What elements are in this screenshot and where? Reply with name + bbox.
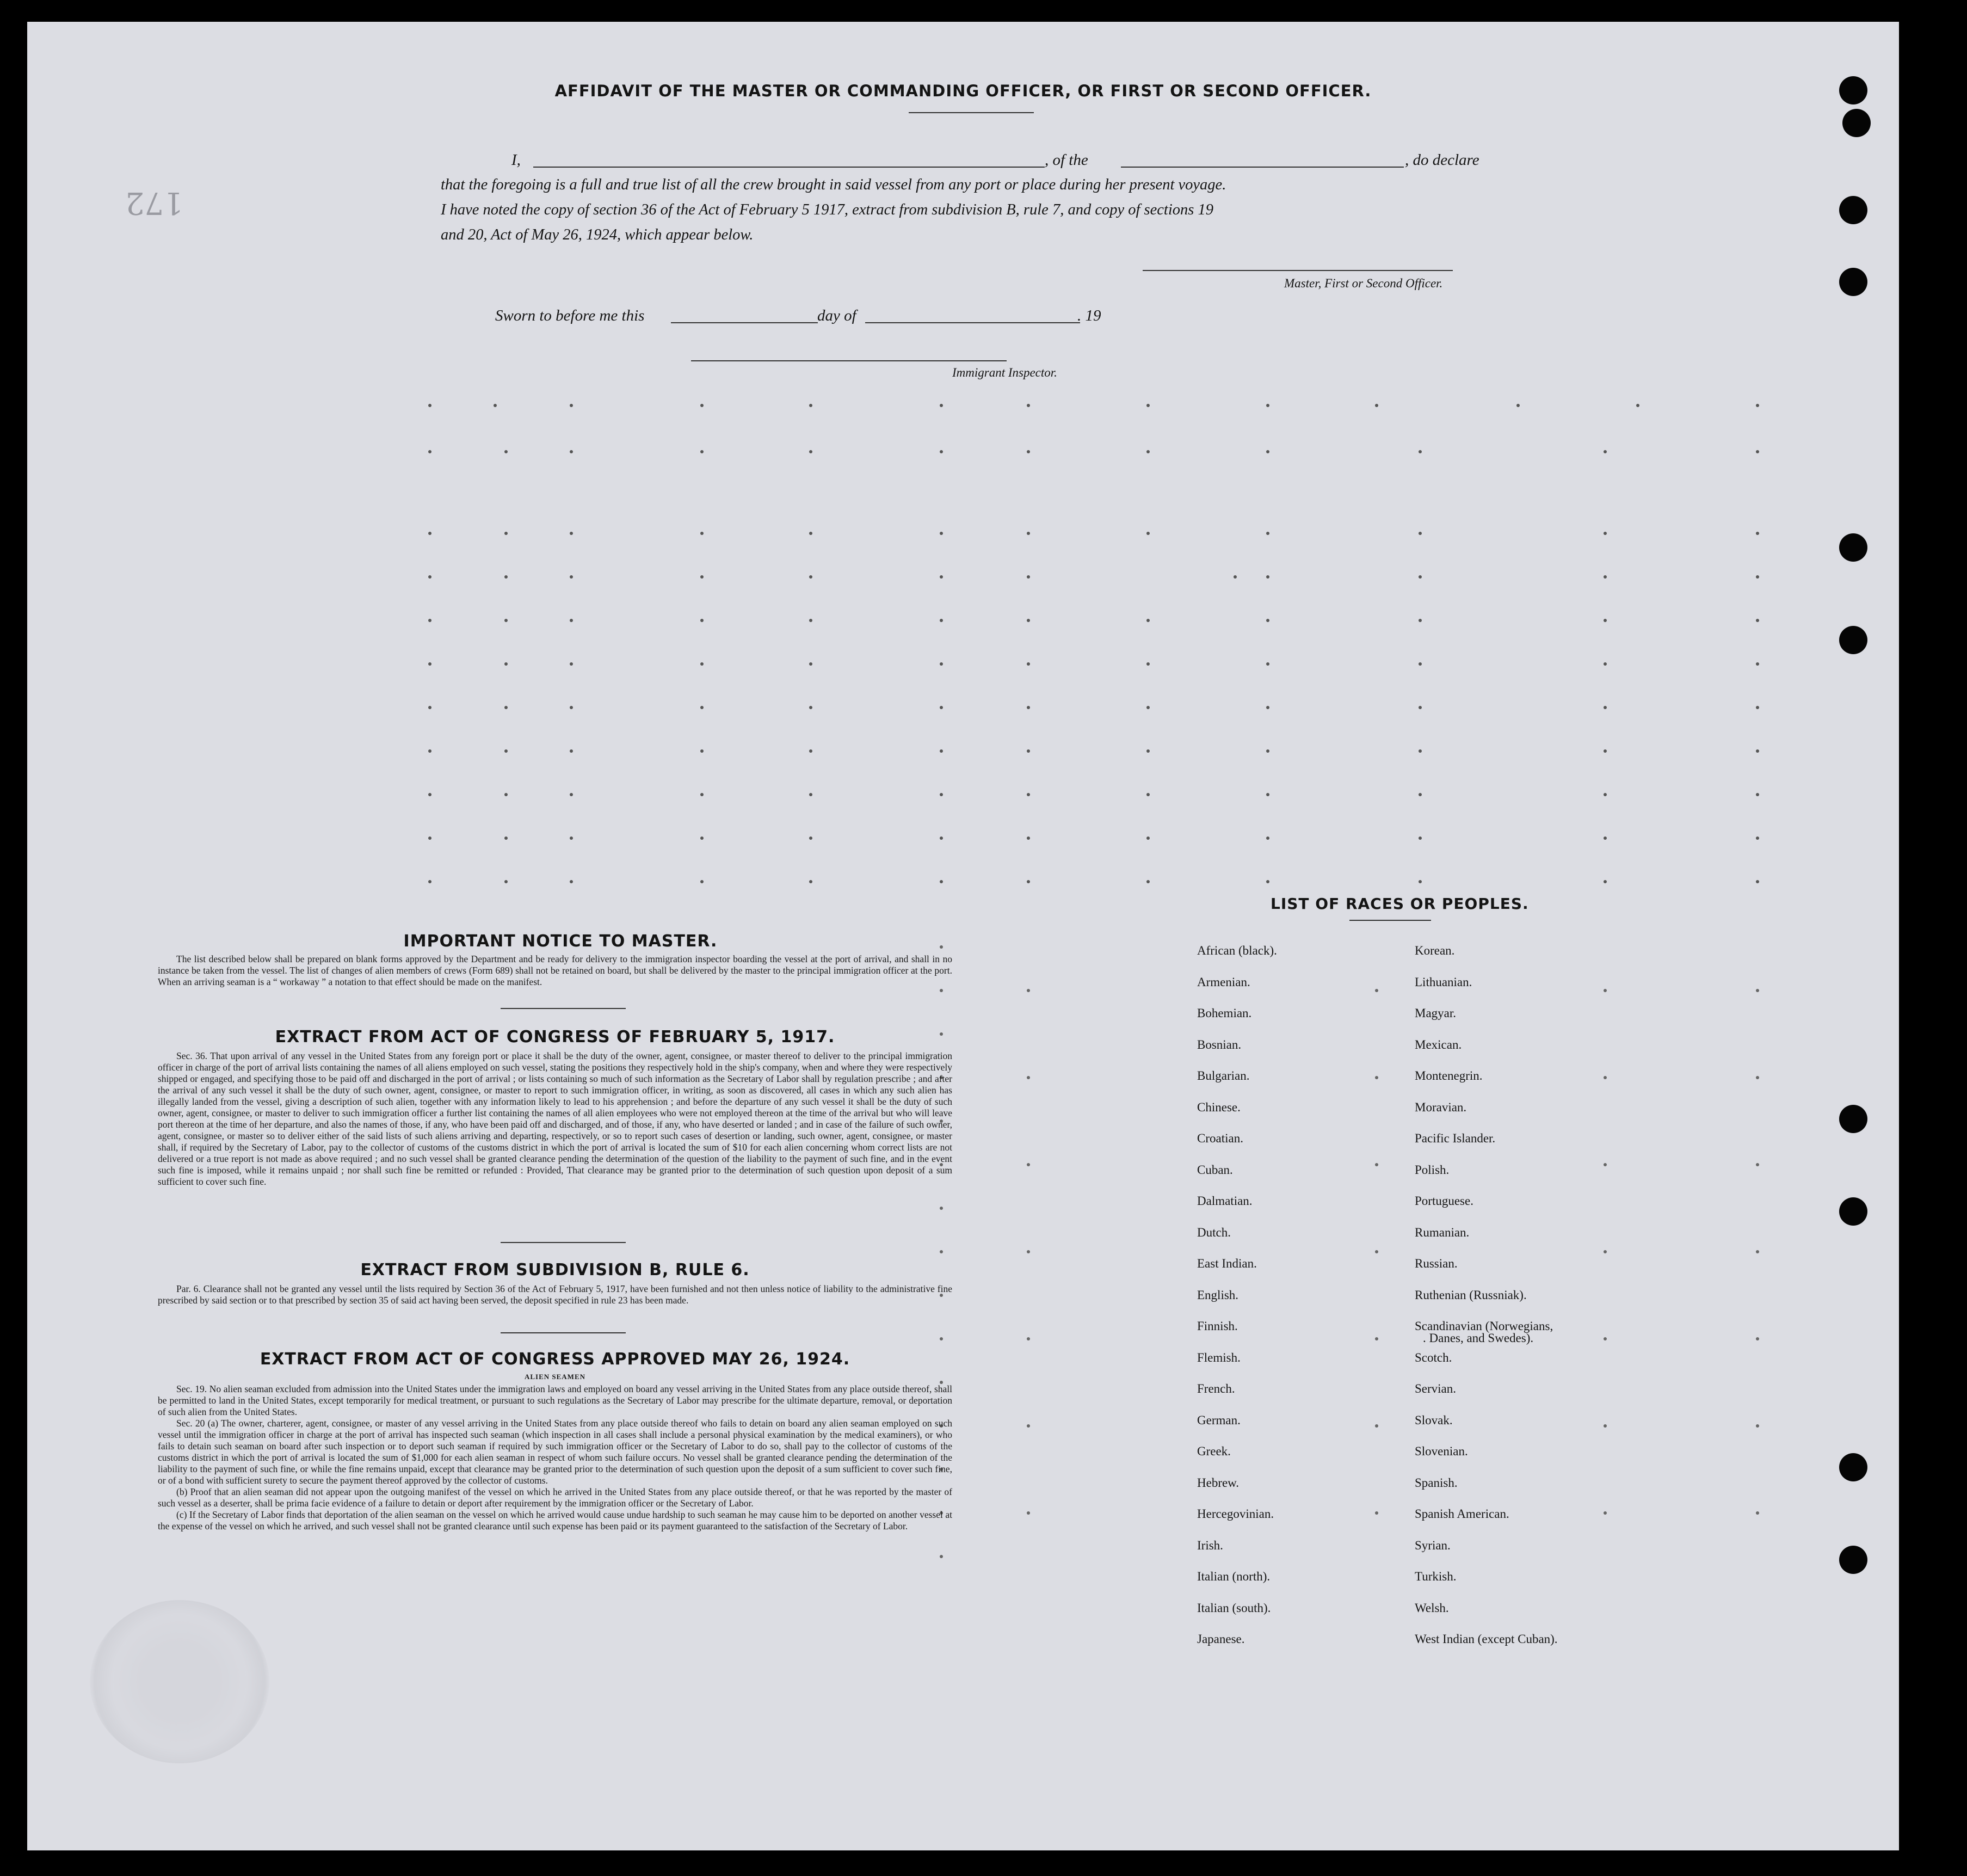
race-item: Welsh.	[1415, 1601, 1449, 1615]
affidavit-title: AFFIDAVIT OF THE MASTER OR COMMANDING OFFICER, OR FIRST OR SECOND OFFICER.	[554, 82, 1372, 100]
race-item: Lithuanian.	[1415, 975, 1472, 989]
race-item: Turkish.	[1415, 1570, 1457, 1583]
dot-column	[940, 945, 1759, 1558]
rule6-paragraph: Par. 6. Clearance shall not be granted any vessel until the lists required by Section 36 of the Act of February 5, 1917, have been furnished and not then unless notice of liability to the administrative fine prescribed by said section or to that prescribed by section 35 of said act having been served, the deposit specified in rule 23 has been made.	[158, 1283, 952, 1306]
dot-row	[428, 404, 1759, 407]
sworn-end: . 19	[1077, 307, 1101, 324]
affidavit-line4: and 20, Act of May 26, 1924, which appear below.	[441, 226, 754, 243]
signature-label: Master, First or Second Officer.	[1284, 276, 1443, 290]
race-item: Scotch.	[1415, 1350, 1452, 1364]
notice-title: IMPORTANT NOTICE TO MASTER.	[403, 932, 718, 951]
sworn-mid: day of	[817, 307, 856, 324]
race-item: Hercegovinian.	[1197, 1507, 1274, 1521]
section-36-paragraph: Sec. 36. That upon arrival of any vessel in the United States from any foreign port or place it shall be the duty of the owner, agent, consignee, or master thereof to deliver to the principal immigration officer in charge of the port of arrival lists containing the names of all aliens employed on such vessel, stating the positions they respectively hold in the ship's company, when and where they were respectively shipped or engaged, and specifying those to be paid off and discharged in the port of arrival ; or lists containing so much of such information as the Secretary of Labor shall by regulation prescribe ; and after the arrival of any such vessel it shall be the duty of such owner, agent, consignee, or master to report to such immigration officer, in writing, as soon as discovered, all cases in which any such alien has illegally landed from the vessel, giving a description of such alien, together with any information likely to lead to his apprehension ; and before the departure of any such vessel it shall be the duty of such owner, agent, consignee, or master to deliver to such immigration officer a further list containing the names of all alien employees who were not employed thereon at the time of the arrival but who will leave port thereon at the time of her departure, and also the names of those, if any, who have been paid off and discharged, and of those, if any, who have deserted or landed ; and in case of the failure of such owner, agent, consignee, or master so to deliver either of the said lists of such aliens arriving and departing, respectively, or so to report such cases of desertion or landing, such owner, agent, consignee, or master shall, if required by the Secretary of Labor, pay to the collector of customs of the customs district in which the port of arrival is located the sum of $10 for each alien concerning whom correct lists are not delivered or a true report is not made as above required ; and no such vessel shall be granted clearance pending the determination of the question of the liability to the payment of such fine, and in the event such fine is imposed, while it remains unpaid ; nor shall such fine be remitted or refunded : Provided, That clearance may be granted prior to the determination of such question upon deposit of a sum sufficient to cover such fine.	[158, 1050, 952, 1187]
extract-1917-body	[158, 1050, 952, 1188]
race-item: Dalmatian.	[1197, 1194, 1253, 1208]
section-20a-paragraph: Sec. 20 (a) The owner, charterer, agent, consignee, or master of any vessel arriving in the United States from any place outside thereof who fails to detain on board any alien seaman employed on such vessel until the immigration officer in charge at the port of arrival has inspected such seaman (which inspection in all cases shall include a personal physical examination by the medical examiners), or who fails to detain such seaman on board after such inspection or to deport such seaman if required by such immigration officer or the Secretary of Labor to do so, shall pay to the collector of customs of the customs district in which the port of arrival is located the sum of $1,000 for each alien seaman in respect of whom such failure occurs. No vessel shall be granted clearance pending the determination of the liability to the payment of such fine, or while the fine remains unpaid, except that clearance may be granted prior to the determination of such question upon the deposit of a sum sufficient to cover such fine, or of a bond with sufficient surety to secure the payment thereof approved by the collector of customs.	[158, 1418, 952, 1486]
binder-hole	[1839, 268, 1867, 296]
notice-paragraph: The list described below shall be prepared on blank forms approved by the Department and be ready for delivery to the immigration inspector boarding the vessel at the port of arrival, and shall in no instance be taken from the vessel. The list of changes of alien members of crews (Form 689) shall not be retained on board, but shall be delivered by the master to the principal immigration officer at the port. When an arriving seaman is a “ workaway ” a notation to that effect should be made on the manifest.	[158, 954, 952, 987]
race-item: Polish.	[1415, 1162, 1450, 1177]
race-item: Russian.	[1415, 1257, 1458, 1270]
binder-hole	[1839, 533, 1867, 562]
binder-hole	[1839, 76, 1867, 104]
dot-row	[428, 749, 1759, 753]
dot-row	[428, 662, 1759, 666]
race-item: Bulgarian.	[1197, 1069, 1250, 1082]
race-item: Armenian.	[1197, 975, 1250, 989]
race-item: Moravian.	[1415, 1100, 1467, 1114]
binder-hole	[1839, 1453, 1867, 1481]
affidavit-line2: that the foregoing is a full and true list of all the crew brought in said vessel from any port or place during her present voyage.	[441, 176, 1226, 193]
document-page	[27, 22, 1899, 1850]
race-item: Slovak.	[1415, 1413, 1453, 1427]
race-item: Slovenian.	[1415, 1444, 1468, 1458]
extract-1924-body	[158, 1383, 952, 1532]
race-item: Pacific Islander.	[1415, 1131, 1496, 1145]
binder-hole	[1839, 1546, 1867, 1574]
races-underline	[1349, 920, 1431, 921]
race-item: English.	[1197, 1288, 1239, 1302]
dot-row	[428, 450, 1759, 453]
dot-row	[428, 836, 1759, 840]
race-item: Portuguese.	[1415, 1194, 1473, 1208]
race-item: Bosnian.	[1197, 1037, 1242, 1051]
embossed-seal	[90, 1600, 269, 1763]
extract-1917-title: EXTRACT FROM ACT OF CONGRESS OF FEBRUARY 5, 1917.	[275, 1028, 835, 1047]
races-title: LIST OF RACES OR PEOPLES.	[1271, 895, 1529, 913]
race-item: Servian.	[1415, 1382, 1457, 1395]
race-item: Ruthenian (Russniak).	[1415, 1288, 1527, 1302]
section-19-paragraph: Sec. 19. No alien seaman excluded from admission into the United States under the immigration laws and employed on board any vessel arriving in the United States from any place outside thereof, shall be permitted to land in the United States, except temporarily for medical treatment, or pursuant to such regulations as the Secretary of Labor may prescribe for the ultimate departure, removal, or deportation of such alien from the United States.	[158, 1383, 952, 1417]
race-item: African (black).	[1197, 944, 1277, 957]
dot-row	[428, 619, 1759, 622]
section-20c-paragraph: (c) If the Secretary of Labor finds that deportation of the alien seaman on the vessel on which he arrived would cause undue hardship to such seaman he may cause him to be deported on another vessel at the expense of the vessel on which he arrived, and such vessel shall not be granted clearance until such expense has been paid or its payment guaranteed to the satisfaction of the Secretary of Labor.	[158, 1509, 952, 1531]
race-item: Scandinavian (Norwegians,	[1415, 1319, 1553, 1333]
divider	[501, 1242, 626, 1243]
notice-body	[158, 954, 952, 988]
extract-1924-title: EXTRACT FROM ACT OF CONGRESS APPROVED MAY 26, 1924.	[260, 1350, 850, 1369]
divider	[501, 1332, 626, 1333]
race-item: Spanish American.	[1415, 1507, 1509, 1521]
race-item: Spanish.	[1415, 1475, 1458, 1490]
binder-hole	[1839, 1197, 1867, 1226]
race-item: . Danes, and Swedes).	[1423, 1331, 1534, 1345]
affidavit-line1-start: I,	[511, 151, 521, 169]
race-item: Greek.	[1197, 1444, 1231, 1458]
dot-row	[428, 793, 1759, 796]
rule6-title: EXTRACT FROM SUBDIVISION B, RULE 6.	[360, 1260, 750, 1280]
race-item: West Indian (except Cuban).	[1415, 1632, 1558, 1646]
race-item: Syrian.	[1415, 1538, 1451, 1552]
affidavit-line3: I have noted the copy of section 36 of the Act of February 5 1917, extract from subdivision B, rule 7, and copy of sections 19	[441, 201, 1213, 218]
race-item: Hebrew.	[1197, 1475, 1240, 1490]
affidavit-line1-mid: , of the	[1045, 151, 1088, 169]
divider	[501, 1008, 626, 1009]
affidavit-line1-end: , do declare	[1405, 151, 1479, 169]
race-item: Cuban.	[1197, 1162, 1233, 1177]
race-item: Italian (south).	[1197, 1601, 1271, 1615]
binder-hole	[1842, 109, 1871, 137]
race-item: Flemish.	[1197, 1350, 1241, 1364]
race-item: Korean.	[1415, 944, 1455, 957]
race-item: Magyar.	[1415, 1006, 1457, 1020]
race-item: French.	[1197, 1382, 1235, 1395]
race-item: Croatian.	[1197, 1131, 1243, 1145]
sworn-start: Sworn to before me this	[495, 307, 645, 324]
binder-hole	[1839, 626, 1867, 654]
race-item: Irish.	[1197, 1538, 1223, 1552]
race-item: Montenegrin.	[1415, 1069, 1483, 1082]
rule6-body	[158, 1283, 952, 1306]
binder-hole	[1839, 196, 1867, 224]
inspector-label: Immigrant Inspector.	[952, 366, 1057, 379]
race-item: Dutch.	[1197, 1225, 1231, 1239]
dot-row	[428, 880, 1759, 883]
race-item: Italian (north).	[1197, 1570, 1271, 1583]
race-item: Japanese.	[1197, 1632, 1245, 1646]
race-item: Bohemian.	[1197, 1006, 1252, 1020]
race-item: Finnish.	[1197, 1319, 1238, 1333]
binder-hole	[1839, 1105, 1867, 1133]
race-item: East Indian.	[1197, 1257, 1257, 1270]
race-item: Rumanian.	[1415, 1225, 1470, 1239]
race-item: Chinese.	[1197, 1100, 1241, 1114]
race-item: German.	[1197, 1413, 1241, 1427]
margin-page-number: 172	[125, 185, 183, 220]
alien-seamen-subtitle: ALIEN SEAMEN	[524, 1373, 586, 1381]
dot-row	[428, 575, 1759, 579]
section-20b-paragraph: (b) Proof that an alien seaman did not appear upon the outgoing manifest of the vessel on which he arrived in the United States from any place outside thereof, or that he was reported by the master of such vessel as a deserter, shall be prima facie evidence of a failure to detain or deport after requirement by the immigration officer or the Secretary of Labor.	[158, 1486, 952, 1509]
dot-row	[428, 706, 1759, 709]
race-item: Mexican.	[1415, 1037, 1462, 1051]
dot-row	[428, 532, 1759, 535]
